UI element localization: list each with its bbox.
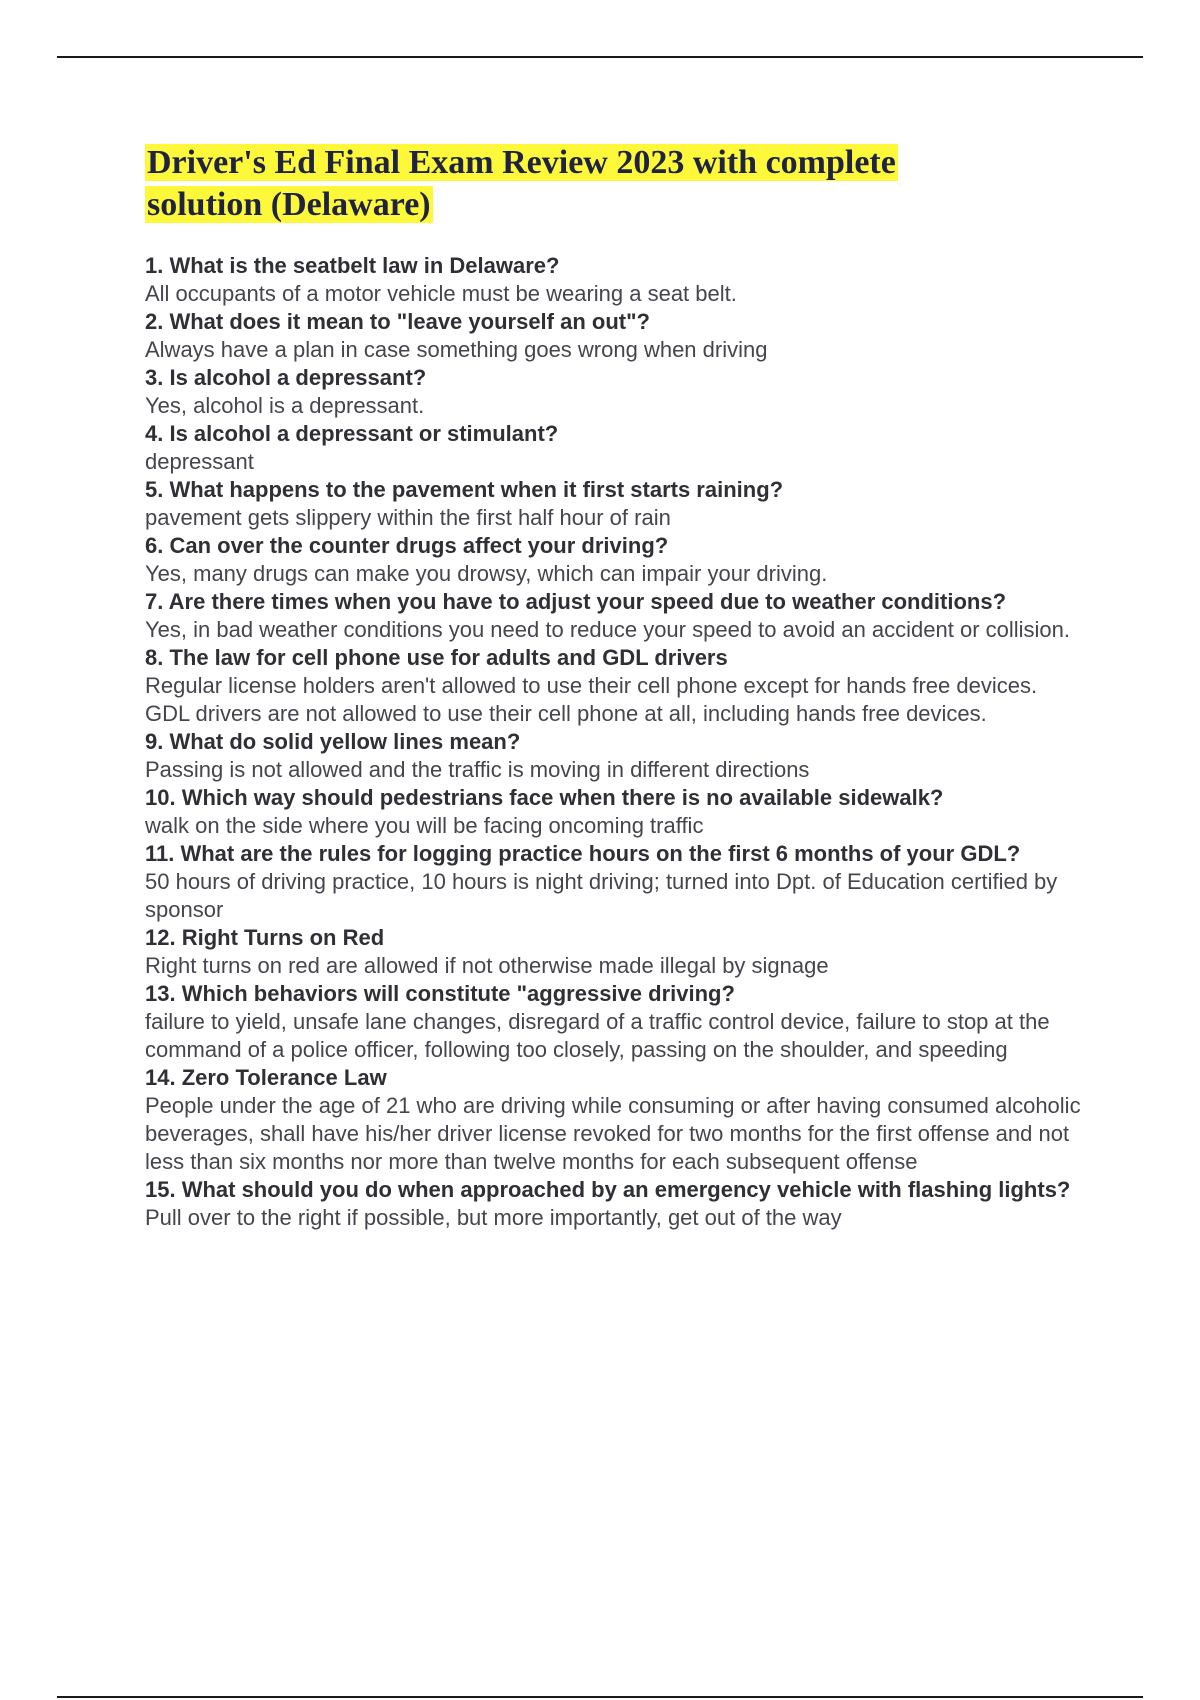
question: 3. Is alcohol a depressant? <box>145 365 427 390</box>
qa-item-13 <box>145 980 1085 1064</box>
question: 8. The law for cell phone use for adults and GDL drivers <box>145 645 728 670</box>
qa-item-11 <box>145 840 1085 924</box>
qa-item-8 <box>145 644 1085 728</box>
question: 5. What happens to the pavement when it first starts raining? <box>145 477 784 502</box>
qa-item-14 <box>145 1064 1085 1176</box>
qa-item-1 <box>145 252 1085 308</box>
qa-item-3 <box>145 364 1085 420</box>
answer: People under the age of 21 who are driving while consuming or after having consumed alcoholic beverages, shall have his/her driver license revoked for two months for the first offense and not less than six months nor more than twelve months for each subsequent offense <box>145 1093 1081 1174</box>
document-body <box>145 142 1085 1232</box>
question: 7. Are there times when you have to adjust your speed due to weather conditions? <box>145 589 1007 614</box>
answer: walk on the side where you will be facing oncoming traffic <box>145 813 704 838</box>
question: 10. Which way should pedestrians face when there is no available sidewalk? <box>145 785 944 810</box>
answer: pavement gets slippery within the first half hour of rain <box>145 505 671 530</box>
question: 11. What are the rules for logging practice hours on the first 6 months of your GDL? <box>145 841 1021 866</box>
question: 4. Is alcohol a depressant or stimulant? <box>145 421 559 446</box>
qa-item-2 <box>145 308 1085 364</box>
question: 2. What does it mean to "leave yourself an out"? <box>145 309 650 334</box>
answer: Yes, alcohol is a depressant. <box>145 393 425 418</box>
answer: Always have a plan in case something goes wrong when driving <box>145 337 768 362</box>
answer: depressant <box>145 449 254 474</box>
answer: Yes, many drugs can make you drowsy, which can impair your driving. <box>145 561 828 586</box>
qa-item-9 <box>145 728 1085 784</box>
answer: Pull over to the right if possible, but more importantly, get out of the way <box>145 1205 842 1230</box>
qa-item-7 <box>145 588 1085 644</box>
question: 14. Zero Tolerance Law <box>145 1065 387 1090</box>
question: 13. Which behaviors will constitute "aggressive driving? <box>145 981 735 1006</box>
question: 1. What is the seatbelt law in Delaware? <box>145 253 560 278</box>
answer: Regular license holders aren't allowed to use their cell phone except for hands free devices. GDL drivers are not allowed to use their cell phone at all, including hands free devices. <box>145 673 1038 726</box>
qa-item-10 <box>145 784 1085 840</box>
question: 6. Can over the counter drugs affect your driving? <box>145 533 669 558</box>
answer: 50 hours of driving practice, 10 hours is night driving; turned into Dpt. of Education certified by sponsor <box>145 869 1058 922</box>
qa-item-4 <box>145 420 1085 476</box>
highlighted-title-text: Driver's Ed Final Exam Review 2023 with complete solution (Delaware) <box>147 144 896 223</box>
question: 9. What do solid yellow lines mean? <box>145 729 521 754</box>
qa-item-6 <box>145 532 1085 588</box>
answer: Yes, in bad weather conditions you need to reduce your speed to avoid an accident or collision. <box>145 617 1071 642</box>
bottom-rule <box>57 1696 1143 1698</box>
answer: failure to yield, unsafe lane changes, disregard of a traffic control device, failure to stop at the command of a police officer, following too closely, passing on the shoulder, and speeding <box>145 1009 1050 1062</box>
qa-item-5 <box>145 476 1085 532</box>
question: 12. Right Turns on Red <box>145 925 385 950</box>
qa-item-15 <box>145 1176 1085 1232</box>
qa-item-12 <box>145 924 1085 980</box>
document-title <box>145 142 1015 226</box>
answer: Right turns on red are allowed if not otherwise made illegal by signage <box>145 953 829 978</box>
question: 15. What should you do when approached by an emergency vehicle with flashing lights? <box>145 1177 1071 1202</box>
answer: All occupants of a motor vehicle must be wearing a seat belt. <box>145 281 737 306</box>
answer: Passing is not allowed and the traffic is moving in different directions <box>145 757 810 782</box>
top-rule <box>57 56 1143 58</box>
